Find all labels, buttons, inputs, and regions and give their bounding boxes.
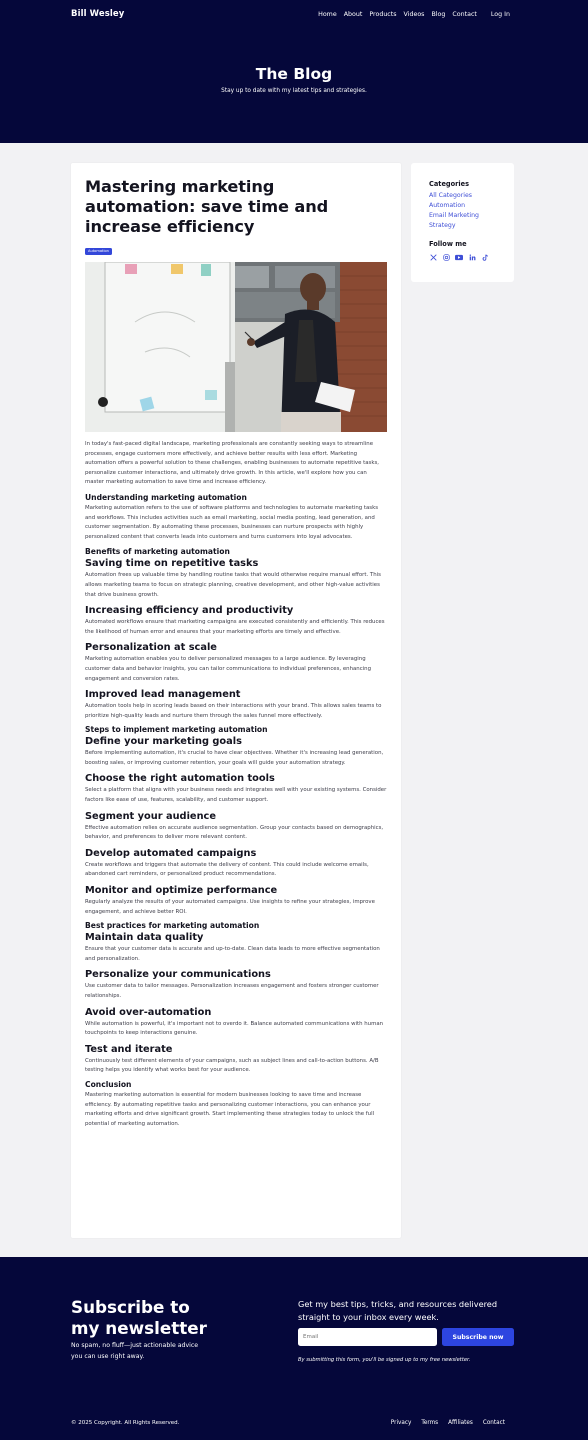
footer-link-affiliates[interactable]: Affiliates	[448, 1420, 473, 1426]
section-paragraph: Create workflows and triggers that automate the delivery of content. This could include welcome emails, abandoned cart reminders, or personalized product recommendations.	[85, 861, 369, 878]
section-paragraph: Ensure that your customer data is accurate and up-to-date. Clean data leads to more effective segmentation and personalization.	[85, 946, 380, 962]
nav-about[interactable]: About	[343, 10, 363, 18]
subsection-heading: Monitor and optimize performance	[85, 885, 278, 897]
article-title: Mastering marketing automation: save time and increase efficiency	[85, 177, 329, 236]
category-link-strategy[interactable]: Strategy	[429, 222, 456, 229]
nav-videos[interactable]: Videos	[403, 10, 425, 18]
subsection-heading: Avoid over-automation	[85, 1006, 212, 1018]
linkedin-icon[interactable]	[468, 253, 476, 261]
section-paragraph: Before implementing automation, it's crucial to have clear objectives. Whether it's increasing lead generation, boosting sales, or improving customer retention, your goals will guide your automation strategy.	[85, 750, 384, 766]
subsection-heading: Test and iterate	[85, 1043, 173, 1055]
footer-link-privacy[interactable]: Privacy	[390, 1420, 412, 1426]
instagram-icon[interactable]	[442, 253, 450, 261]
section-paragraph: Automation frees up valuable time by handling routine tasks that would otherwise require manual effort. This allows marketing teams to focus on strategic planning, creative development, and other high-value activities that drive business growth.	[85, 572, 381, 598]
page-subtitle: Stay up to date with my latest tips and strategies.	[221, 88, 367, 94]
newsletter-description: No spam, no fluff—just actionable advice you can use right away.	[71, 1342, 199, 1360]
newsletter-title	[71, 1297, 207, 1338]
section-heading: Conclusion	[85, 1079, 132, 1089]
subsection-heading: Segment your audience	[85, 810, 216, 822]
subsection-heading: Maintain data quality	[85, 932, 204, 944]
site-footer	[0, 1403, 588, 1440]
subsection-heading: Choose the right automation tools	[85, 773, 275, 785]
section-heading: Best practices for marketing automation	[85, 921, 260, 931]
category-tag[interactable]: Automation	[85, 248, 112, 255]
main-content	[0, 143, 588, 1257]
category-link-email-marketing[interactable]: Email Marketing	[429, 212, 479, 219]
newsletter-pitch: Get my best tips, tricks, and resources delivered straight to your inbox every week.	[298, 1299, 498, 1322]
newsletter-title-line1: Subscribe to	[71, 1297, 190, 1317]
category-list	[429, 191, 514, 231]
section-paragraph: While automation is powerful, it's important not to overdo it. Balance automated communications with human touchpoints to keep interactions genuine.	[85, 1020, 384, 1037]
social-links	[429, 253, 514, 261]
copyright-text: © 2025 Copyright. All Rights Reserved.	[71, 1420, 180, 1426]
nav-contact[interactable]: Contact	[452, 10, 477, 18]
page-title: The Blog	[255, 65, 333, 83]
section-paragraph: Automated workflows ensure that marketing campaigns are executed consistently and efficiently. This reduces the likelihood of human error and ensures that your marketing efforts are timely and effective.	[85, 619, 385, 635]
email-field[interactable]	[298, 1328, 437, 1346]
subsection-heading: Improved lead management	[85, 689, 241, 701]
presenter-illustration	[85, 262, 387, 432]
nav-products[interactable]: Products	[369, 10, 397, 18]
footer-link-contact[interactable]: Contact	[482, 1420, 505, 1426]
subsection-heading: Personalization at scale	[85, 642, 217, 654]
section-paragraph: Select a platform that aligns with your business needs and integrates well with your existing systems. Consider factors like ease of use, features, scalability, and customer support.	[85, 787, 387, 804]
section-heading: Benefits of marketing automation	[85, 547, 230, 557]
section-heading: Understanding marketing automation	[85, 492, 247, 502]
youtube-icon[interactable]	[455, 253, 463, 261]
section-paragraph: Marketing automation refers to the use of software platforms and technologies to automate marketing tasks and workflows. This includes activities such as email marketing, social media posting, lead generation, and customer segmentation. By automating these processes, businesses can nurture prospects with highly personalized content that converts leads into customers and turns customers into loyal advocates.	[85, 504, 379, 540]
hero-header	[0, 0, 588, 143]
follow-heading: Follow me	[429, 240, 467, 248]
subsection-heading: Increasing efficiency and productivity	[85, 605, 294, 617]
subsection-heading: Saving time on repetitive tasks	[85, 558, 259, 570]
subsection-heading: Define your marketing goals	[85, 736, 242, 748]
section-paragraph: Continuously test different elements of your campaigns, such as subject lines and call-to-action buttons. A/B testing helps you identify what works best for your audience.	[85, 1057, 379, 1074]
footer-links	[391, 1420, 505, 1426]
section-paragraph: Mastering marketing automation is essential for modern businesses looking to save time and increase efficiency. By automating repetitive tasks and personalizing customer interactions, you can enhance your marketing efforts and drive significant growth. Start implementing these strategies today to unlock the full potential of marketing automation.	[85, 1091, 375, 1127]
section-paragraph: Regularly analyze the results of your automated campaigns. Use insights to refine your strategies, improve engagement, and achieve better ROI.	[85, 899, 375, 915]
section-paragraph: Marketing automation enables you to deliver personalized messages to a large audience. By leveraging customer data and behavior insights, you can tailor communications to individual preferences, enhancing engagement and conversion rates.	[85, 656, 372, 682]
section-paragraph: Effective automation relies on accurate audience segmentation. Group your contacts based on demographics, behavior, and preferences to deliver more relevant content.	[85, 824, 384, 841]
section-heading: Steps to implement marketing automation	[85, 725, 268, 735]
subscribe-button[interactable]: Subscribe now	[442, 1328, 514, 1346]
subsection-heading: Personalize your communications	[85, 969, 271, 981]
article-intro: In today's fast-paced digital landscape, marketing professionals are constantly seeking ways to streamline processes, engage customers more effectively, and achieve better results with less effort. Marketing automation offers a powerful solution to these challenges, enabling businesses to automate repetitive tasks, personalize customer interactions, and ultimately drive growth. In this article, we'll explore how you can master marketing automation to save time and increase efficiency.	[85, 441, 380, 486]
article-hero-image	[85, 262, 387, 432]
top-nav	[0, 0, 588, 22]
categories-heading: Categories	[429, 180, 470, 188]
category-link-automation[interactable]: Automation	[429, 202, 466, 209]
newsletter-title-line2: my newsletter	[71, 1317, 207, 1338]
subsection-heading: Develop automated campaigns	[85, 847, 257, 859]
category-link-all[interactable]: All Categories	[429, 192, 472, 199]
site-logo[interactable]: Bill Wesley	[71, 9, 125, 19]
nav-links	[318, 11, 510, 18]
section-paragraph: Use customer data to tailor messages. Personalization increases engagement and fosters stronger customer relationships.	[85, 983, 379, 999]
nav-blog[interactable]: Blog	[431, 10, 446, 18]
footer-link-terms[interactable]: Terms	[421, 1420, 439, 1426]
newsletter-disclaimer: By submitting this form, you'll be signed up to my free newsletter.	[298, 1357, 471, 1363]
login-link[interactable]: Log In	[490, 10, 510, 18]
x-icon[interactable]	[429, 253, 437, 261]
tiktok-icon[interactable]	[481, 253, 489, 261]
sidebar	[411, 163, 514, 282]
nav-home[interactable]: Home	[318, 10, 337, 18]
blog-article	[71, 163, 401, 1238]
section-paragraph: Automation tools help in scoring leads based on their interactions with your brand. This allows sales teams to prioritize high-quality leads and nurture them through the sales funnel more effectively.	[85, 703, 382, 719]
